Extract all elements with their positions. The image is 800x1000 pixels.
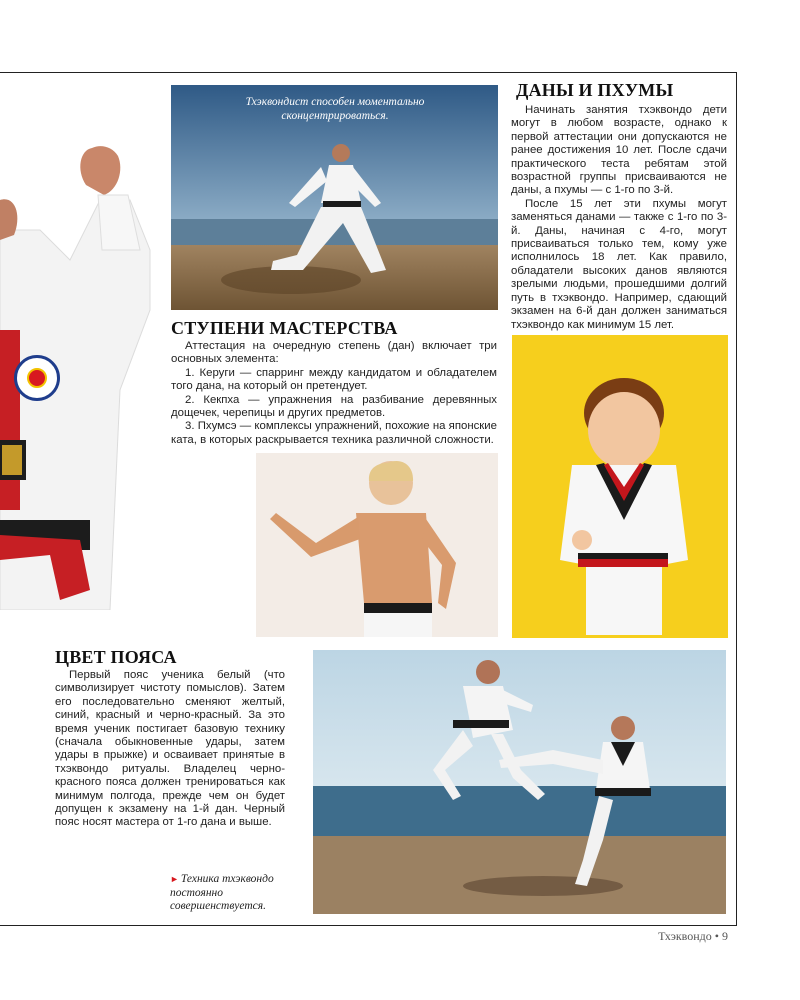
section-steps-text [171, 340, 497, 447]
paragraph: Начинать занятия тхэквондо дети могут в любом возрасте, однако к первой аттестации они допускаются не ранее достижения 10 лет. После сдачи практического теста ребятам этой возрастной группы присваиваются не даны, а пхумы — с 1-го по 3-й. [511, 104, 727, 197]
paragraph: Первый пояс ученика белый (что символизирует чистоту помыслов). Затем его последовательно сменяют желтый, синий, красный и черно-красный. За это время ученик постигает базовую технику (сначала обыкновенные удары, затем удары в прыжке) и осваивает принятые в тхэквондо ритуалы. Владелец черно-красного пояса должен тренироваться как минимум полгода, прежде чем он будет допущен к экзамену на 1-й дан. Черный пояс носят мастера от 1-го дана и выше. [55, 669, 285, 829]
heading-steps: СТУПЕНИ МАСТЕРСТВА [171, 318, 398, 338]
section-dans-text [511, 104, 727, 332]
paragraph: 2. Кекпха — упражнения на разбивание деревянных дощечек, черепицы и других предметов. [171, 393, 497, 420]
photo-shirtless-fighter [256, 453, 498, 637]
beach-photo-caption: Тхэквондист способен моментально сконцентрироваться. [245, 96, 425, 122]
side-caption-text: Техника тхэквондо постоянно совершенствуется. [170, 873, 274, 912]
paragraph: 1. Керуги — спарринг между кандидатом и обладателем того дана, на который он претендует. [171, 366, 497, 393]
paragraph: 3. Пхумсэ — комплексы упражнений, похожие на японские ката, в которых раскрывается техника различной сложности. [171, 420, 497, 446]
paragraph: Аттестация на очередную степень (дан) включает три основных элемента: [171, 340, 497, 366]
photo-raised-fist-athlete [0, 140, 160, 610]
heading-dans: ДАНЫ И ПХУМЫ [516, 80, 674, 100]
paragraph: После 15 лет эти пхумы могут заменяться данами — также с 1-го по 3-й. Даны, начиная с 4-го, могут присваиваться только тем, кому уже исполнилось 18 лет. Как правило, обладатели высоких данов являются зрелыми людьми, прошедшими долгий путь в тхэквондо. Например, сдающий экзамен на 6-й дан должен заниматься тхэквондо как минимум 15 лет. [511, 197, 727, 331]
caption-marker-icon: ► [170, 874, 179, 884]
heading-belt: ЦВЕТ ПОЯСА [55, 647, 177, 667]
side-caption [170, 873, 290, 914]
emblem-center-icon [27, 368, 47, 388]
photo-beach-stance [171, 85, 498, 310]
photo-child-dobok [512, 335, 728, 638]
photo-beach-sparring [313, 650, 726, 914]
page-folio: Тхэквондо • 9 [658, 929, 728, 943]
uniform-emblem-icon [14, 355, 60, 401]
section-belt-text [55, 669, 285, 830]
